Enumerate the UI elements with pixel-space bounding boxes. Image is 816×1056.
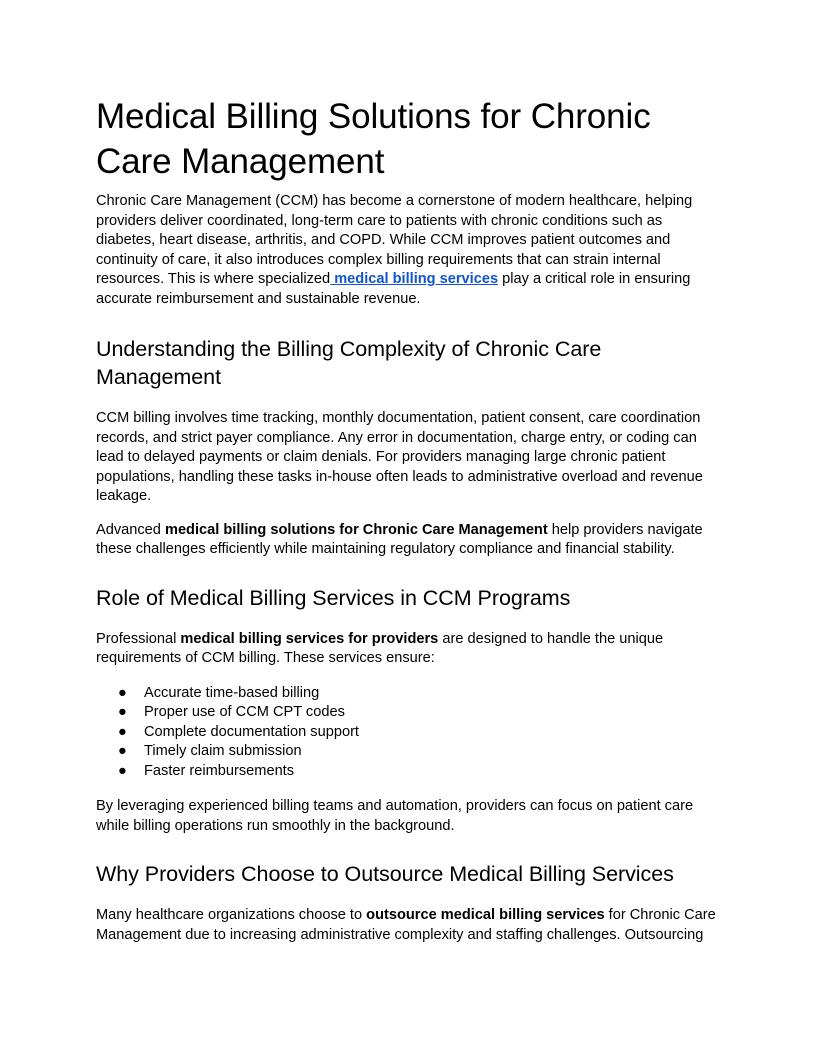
- bullet-icon: ●: [118, 743, 127, 759]
- outsource-paragraph: [96, 906, 724, 945]
- list-item-text: Proper use of CCM CPT codes: [144, 704, 345, 720]
- services-bullet-list: [96, 684, 724, 782]
- section-heading-why-outsource: Why Providers Choose to Outsource Medical Billing Services: [96, 862, 674, 886]
- bullet-icon: ●: [118, 762, 127, 779]
- bold-phrase: outsource medical billing services: [366, 907, 605, 923]
- bullet-icon: ●: [118, 684, 127, 701]
- section-heading-role-of-services: Role of Medical Billing Services in CCM Programs: [96, 585, 571, 610]
- list-item: [96, 762, 724, 782]
- list-item-text: Faster reimbursements: [144, 762, 295, 779]
- list-item: [96, 742, 724, 762]
- list-item: [96, 684, 724, 704]
- role-paragraph: [96, 630, 724, 669]
- bold-phrase: medical billing services for providers: [180, 630, 439, 647]
- paragraph-text: Professional: [96, 630, 181, 647]
- paragraph-text: help providers navigate these challenges efficiently while maintaining regulatory compliance and financial stability.: [96, 521, 703, 557]
- list-item-text: Accurate time-based billing: [144, 684, 320, 701]
- intro-text-end: play a critical role in ensuring accurate reimbursement and sustainable revenue.: [96, 271, 691, 307]
- paragraph-text: for Chronic Care Management due to increasing administrative complexity and staffing challenges. Outsourcing: [96, 907, 716, 943]
- list-item: [96, 703, 724, 723]
- intro-text: Chronic Care Management (CCM) has become a cornerstone of modern healthcare, helping providers deliver coordinated, long-term care to patients with chronic conditions such as diabetes, heart disease, arthritis, and COPD. While CCM improves patient outcomes and continuity of care, it also introduces complex billing requirements that can strain internal resources. This is where specialized: [96, 193, 693, 287]
- list-item-text: Timely claim submission: [144, 743, 302, 759]
- document-body: [96, 95, 724, 945]
- paragraph-text: Many healthcare organizations choose to: [96, 907, 367, 923]
- bold-phrase: medical billing solutions for Chronic Care Management: [164, 521, 548, 538]
- list-item: [96, 723, 724, 743]
- bullet-icon: ●: [118, 723, 127, 740]
- section-heading-billing-complexity: Understanding the Billing Complexity of Chronic Care Management: [96, 337, 602, 389]
- paragraph-text: are designed to handle the unique requirements of CCM billing. These services ensure:: [96, 630, 664, 666]
- list-item-text: Complete documentation support: [144, 723, 359, 740]
- document-title: Medical Billing Solutions for Chronic Care Management: [96, 97, 651, 181]
- advanced-solutions-paragraph: [96, 521, 724, 560]
- intro-paragraph: [96, 192, 724, 309]
- bullet-icon: ●: [118, 704, 127, 720]
- leveraging-paragraph: By leveraging experienced billing teams and automation, providers can focus on patient care while billing operations run smoothly in the background.: [96, 798, 694, 834]
- medical-billing-services-link[interactable]: medical billing services: [330, 271, 499, 287]
- billing-complexity-paragraph: CCM billing involves time tracking, monthly documentation, patient consent, care coordination records, and strict payer compliance. Any error in documentation, charge entry, or coding can lead to delayed payments or claim denials. For providers managing large chronic patient populations, handling these tasks in-house often leads to administrative overload and revenue leakage.: [96, 410, 703, 504]
- paragraph-text: Advanced: [96, 521, 165, 538]
